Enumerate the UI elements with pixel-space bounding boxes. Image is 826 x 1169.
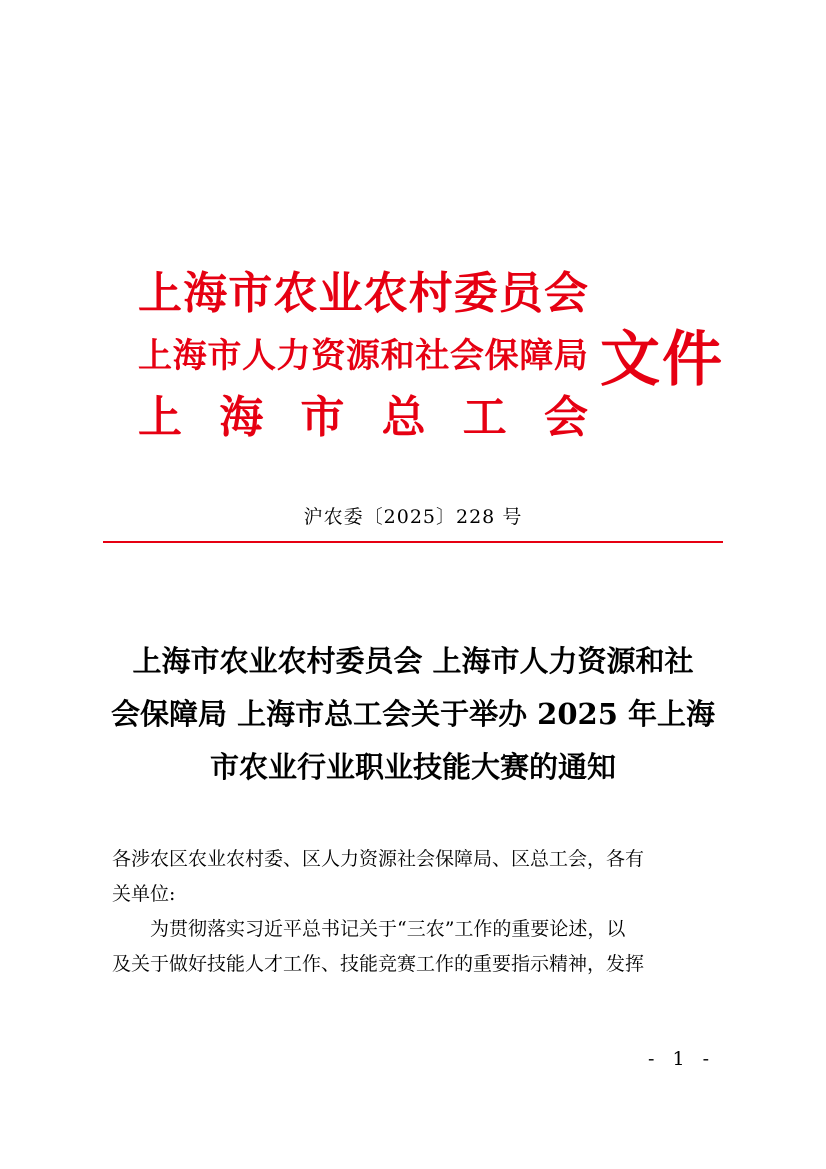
document-title: [100, 635, 726, 794]
document-label: 文件: [600, 325, 724, 395]
issuing-authorities: [138, 263, 588, 449]
issuer-federation-of-trade-unions: 上 海 市 总 工 会: [138, 392, 588, 443]
paragraph-line: 及关于做好技能人才工作、技能竞赛工作的重要指示精神，发挥: [112, 953, 645, 975]
page-number: - 1 -: [647, 1048, 715, 1070]
red-divider-line: [103, 541, 723, 543]
title-line: 市农业行业职业技能大赛的通知: [209, 750, 616, 784]
issuer-agriculture-committee: 上 海 市 农 业 农 村 委 员 会: [138, 268, 588, 319]
document-number: 沪农委〔2025〕228 号: [303, 506, 523, 528]
title-line: 会保障局 上海市总工会关于举办 2025 年上海: [110, 697, 715, 731]
issuer-human-resources-bureau: 上 海 市 人 力 资 源 和 社 会 保 障 局: [138, 336, 588, 376]
paragraph-line: 为贯彻落实习近平总书记关于“三农”工作的重要论述，以: [150, 918, 626, 940]
document-body: [112, 842, 716, 982]
salutation-line: 各涉农区农业农村委、区人力资源社会保障局、区总工会，各有: [112, 848, 645, 870]
title-line: 上海市农业农村委员会 上海市人力资源和社: [132, 644, 694, 678]
salutation-line: 关单位:: [112, 883, 176, 905]
